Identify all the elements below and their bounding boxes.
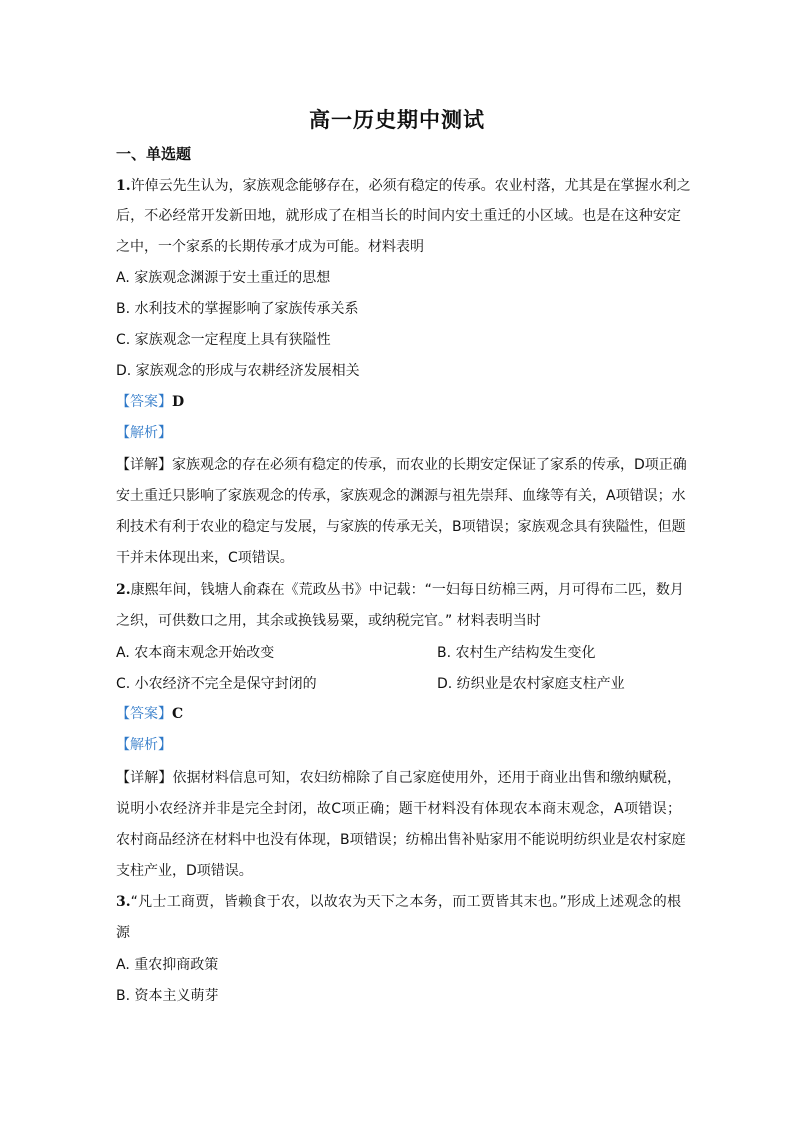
answer-label: 【答案】 — [116, 706, 172, 722]
q1-answer — [116, 392, 184, 412]
q3-stem-line-1: 3.“凡士工商贾，皆赖食于农，以故农为天下之本务，而工贾皆其末也。”形成上述观念的根 — [116, 894, 681, 910]
q1-analysis-label: 【解析】 — [116, 425, 172, 441]
q1-option-a: A. 家族观念渊源于安土重迁的思想 — [116, 270, 331, 286]
q1-stem-line-1: 1.许倬云先生认为，家族观念能够存在，必须有稳定的传承。农业村落，尤其是在掌握水利之 — [116, 178, 691, 194]
section-heading: 一、单选题 — [116, 145, 192, 163]
q2-stem-line-2: 之织，可供数口之用，其余或换钱易粟，或纳税完官。” 材料表明当时 — [116, 613, 541, 629]
q2-analysis-label: 【解析】 — [116, 737, 172, 753]
answer-value: D — [172, 394, 185, 410]
q3-option-b: B. 资本主义萌芽 — [116, 988, 219, 1004]
q2-option-b: B. 农村生产结构发生变化 — [437, 645, 596, 661]
q2-detail-line-2: 说明小农经济并非是完全封闭，故C项正确；题干材料没有体现农本商末观念，A项错误； — [116, 801, 681, 817]
q1-stem-line-2: 后，不必经常开发新田地，就形成了在相当长的时间内安土重迁的小区域。也是在这种安定 — [116, 208, 681, 224]
q1-number: 1. — [116, 178, 131, 194]
q1-detail-line-4: 干并未体现出来，C项错误。 — [116, 550, 294, 566]
q1-detail-line-1: 【详解】家族观念的存在必须有稳定的传承，而农业的长期安定保证了家系的传承，D项正确 — [116, 457, 687, 473]
q1-detail-line-3: 利技术有利于农业的稳定与发展，与家族的传承无关，B项错误；家族观念具有狭隘性，但题 — [116, 519, 686, 535]
q3-number: 3. — [116, 894, 131, 910]
q1-option-c: C. 家族观念一定程度上具有狭隘性 — [116, 332, 331, 348]
q2-option-d: D. 纺织业是农村家庭支柱产业 — [437, 676, 625, 692]
answer-label: 【答案】 — [116, 394, 172, 410]
q2-stem-line-1: 2.康熙年间，钱塘人俞森在《荒政丛书》中记载：“一妇每日纺棉三两，月可得布二匹，数月 — [116, 582, 684, 598]
q1-option-b: B. 水利技术的掌握影响了家族传承关系 — [116, 301, 359, 317]
answer-value: C — [172, 706, 184, 722]
q2-answer — [116, 704, 183, 724]
q1-detail-line-2: 安土重迁只影响了家族观念的传承，家族观念的渊源与祖先崇拜、血缘等有关，A项错误；水 — [116, 488, 686, 504]
page-title: 高一历史期中测试 — [309, 107, 485, 132]
detail-label: 【详解】 — [116, 457, 172, 473]
q2-detail-line-4: 支柱产业，D项错误。 — [116, 863, 253, 879]
detail-label: 【详解】 — [116, 770, 173, 786]
q2-option-c: C. 小农经济不完全是保守封闭的 — [116, 676, 317, 692]
q2-number: 2. — [116, 582, 131, 598]
q2-detail-line-3: 农村商品经济在材料中也没有体现，B项错误；纺棉出售补贴家用不能说明纺织业是农村家庭 — [116, 832, 686, 848]
q3-option-a: A. 重农抑商政策 — [116, 957, 219, 973]
q1-option-d: D. 家族观念的形成与农耕经济发展相关 — [116, 363, 360, 379]
q2-option-a: A. 农本商末观念开始改变 — [116, 645, 275, 661]
q2-detail-line-1: 【详解】依据材料信息可知，农妇纺棉除了自己家庭使用外，还用于商业出售和缴纳赋税， — [116, 770, 682, 786]
q3-stem-line-2: 源 — [116, 925, 130, 941]
q1-stem-line-3: 之中，一个家系的长期传承才成为可能。材料表明 — [116, 239, 424, 255]
